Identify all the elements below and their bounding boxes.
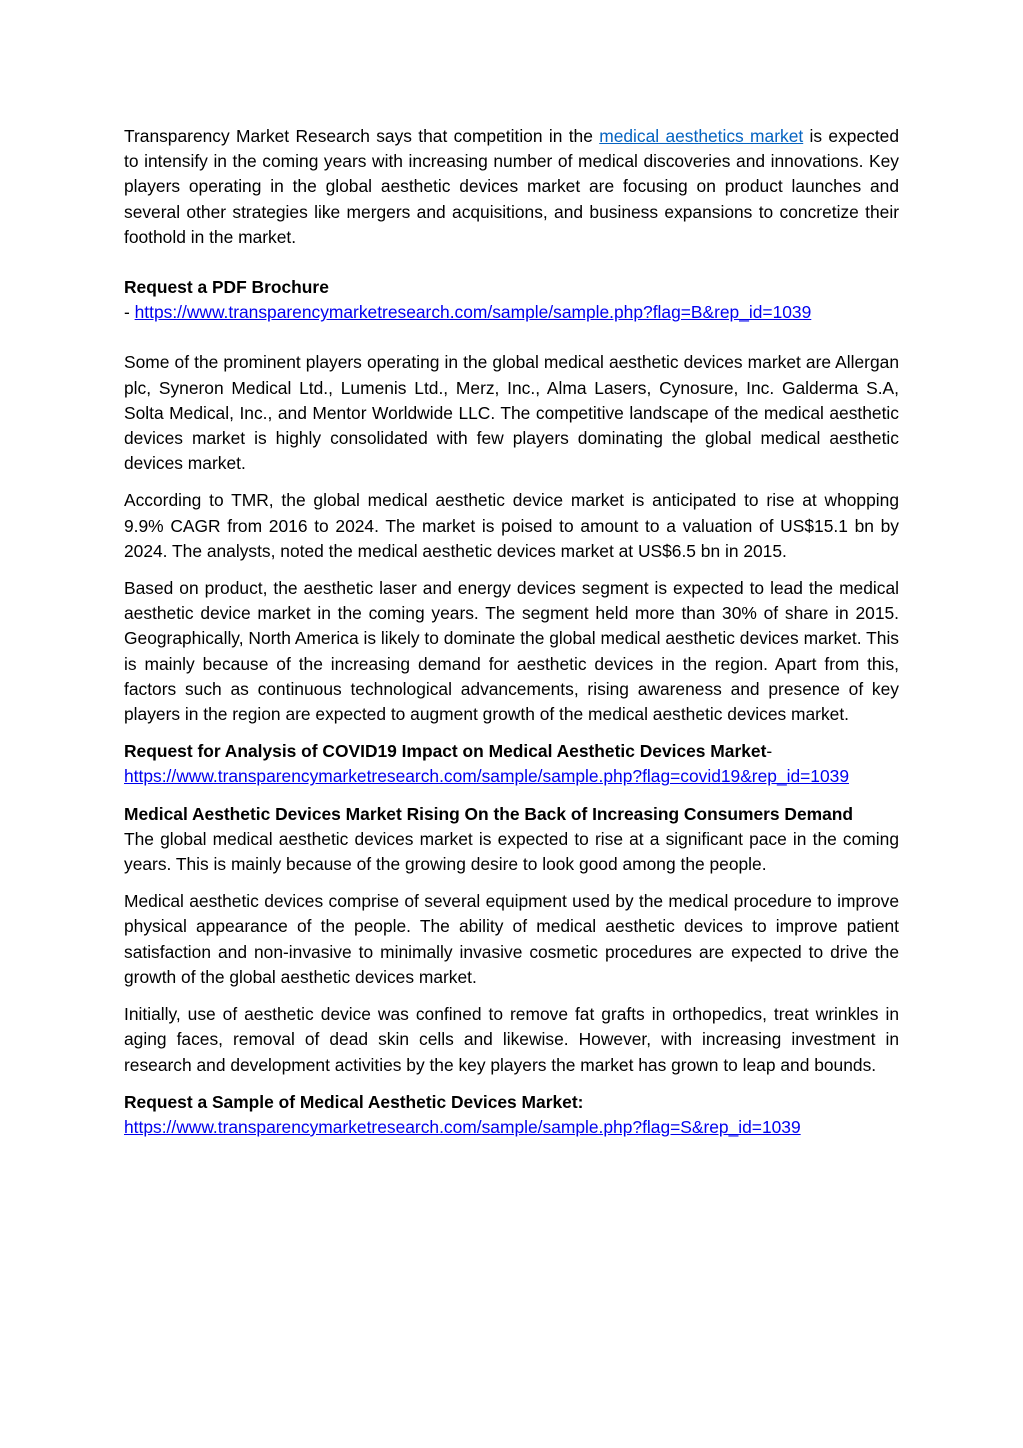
rising-heading: Medical Aesthetic Devices Market Rising On the Back of Increasing Consumers Demand (124, 803, 854, 824)
sample-heading: Request a Sample of Medical Aesthetic Devices Market: (124, 1091, 584, 1112)
sample-link-line (124, 1115, 899, 1140)
rising-paragraph: The global medical aesthetic devices market is expected to rise at a significant pace in the coming years. This is mainly because of the growing desire to look good among the people. (124, 828, 899, 875)
intro-paragraph (124, 124, 899, 250)
brochure-section (124, 275, 899, 325)
tmr-paragraph: According to TMR, the global medical aesthetic device market is anticipated to rise at whopping 9.9% CAGR from 2016 to 2024. The market is poised to amount to a valuation of US$15.1 bn by 2024. The analysts, noted the medical aesthetic devices market at US$6.5 bn in 2015. (124, 490, 899, 561)
intro-text-after: is expected to intensify in the coming years with increasing number of medical discoveries and innovations. Key players operating in the global aesthetic devices market are focusing on product launches and several other strategies like mergers and acquisitions, and business expansions to concretize their foothold in the market. (124, 126, 899, 247)
covid-link[interactable]: https://www.transparencymarketresearch.com/sample/sample.php?flag=covid19&rep_id=1039 (124, 766, 849, 787)
sample-link[interactable]: https://www.transparencymarketresearch.com/sample/sample.php?flag=S&rep_id=1039 (124, 1116, 801, 1137)
brochure-link-line (124, 300, 899, 325)
covid-heading-line (124, 739, 899, 764)
medical-aesthetics-market-link[interactable]: medical aesthetics market (599, 126, 804, 146)
covid-link-line (124, 764, 864, 789)
rising-section (124, 802, 899, 878)
product-paragraph: Based on product, the aesthetic laser and energy devices segment is expected to lead the medical aesthetic device market in the coming years. The segment held more than 30% of share in 2015. Geographically, North America is likely to dominate the global medical aesthetic devices market. This is mainly because of the increasing demand for aesthetic devices in the region. Apart from this, factors such as continuous technological advancements, rising awareness and presence of key players in the region are expected to augment growth of the medical aesthetic devices market. (124, 578, 899, 725)
covid-section (124, 739, 899, 789)
covid-dash: - (766, 741, 773, 762)
brochure-link[interactable]: https://www.transparencymarketresearch.com/sample/sample.php?flag=B&rep_id=1039 (134, 302, 812, 323)
sample-section (124, 1090, 899, 1140)
brochure-heading: Request a PDF Brochure (124, 277, 329, 298)
brochure-prefix: - (124, 302, 135, 323)
players-paragraph: Some of the prominent players operating in the global medical aesthetic devices market are Allergan plc, Syneron Medical Ltd., Lumenis Ltd., Merz, Inc., Alma Lasers, Cynosure, Inc. Galderma S.A, Solta Medical, Inc., and Mentor Worldwide LLC. The competitive landscape of the medical aesthetic devices market is highly consolidated with few players dominating the global medical aesthetic devices market. (124, 352, 899, 474)
initially-paragraph: Initially, use of aesthetic device was confined to remove fat grafts in orthopedics, treat wrinkles in aging faces, removal of dead skin cells and likewise. However, with increasing investment in research and development activities by the key players the market has grown to leap and bounds. (124, 1004, 899, 1075)
comprise-paragraph: Medical aesthetic devices comprise of several equipment used by the medical procedure to improve physical appearance of the people. The ability of medical aesthetic devices to improve patient satisfaction and non-invasive to minimally invasive cosmetic procedures are expected to drive the growth of the global aesthetic devices market. (124, 891, 899, 987)
document-page (124, 124, 899, 1140)
covid-heading: Request for Analysis of COVID19 Impact on Medical Aesthetic Devices Market (124, 741, 767, 762)
intro-text-before: Transparency Market Research says that competition in the (124, 126, 600, 146)
